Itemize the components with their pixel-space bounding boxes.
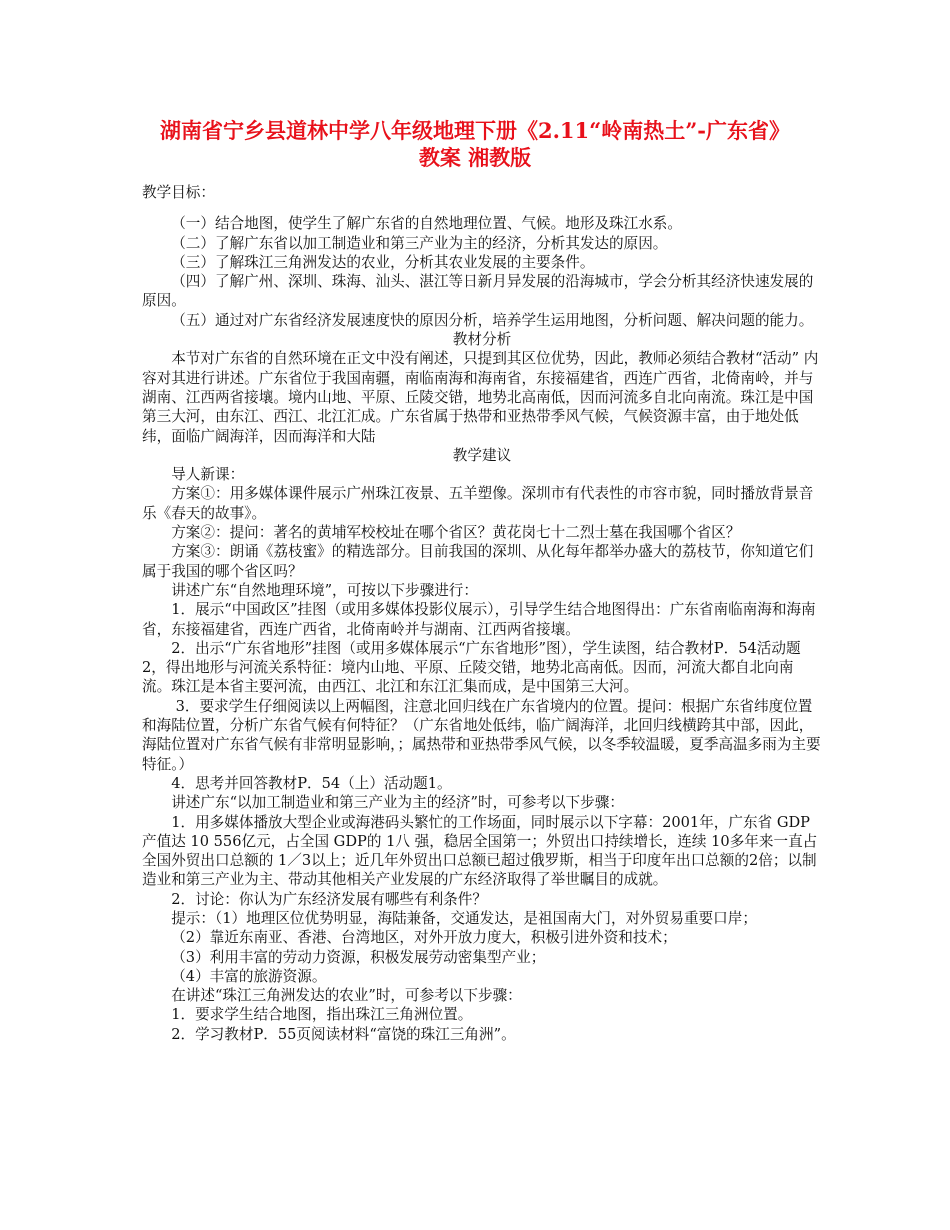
paragraph: 1．展示“中国政区”挂图（或用多媒体投影仪展示），引导学生结合地图得出：广东省南临南海和海南省，东接福建省，西连广西省，北倚南岭并与湖南、江西两省接壤。 bbox=[142, 601, 816, 638]
paragraph: 提示：（1）地理区位优势明显，海陆兼备，交通发达，是祖国南大门，对外贸易重要口岸； bbox=[171, 909, 757, 927]
paragraph: 2．学习教材P．55页阅读材料“富饶的珠江三角洲”。 bbox=[171, 1025, 516, 1043]
paragraph: 导人新课： bbox=[171, 466, 245, 484]
objective-item: （四）了解广州、深圳、珠海、汕头、湛江等日新月异发展的沿海城市，学会分析其经济快速发展的原因。 bbox=[142, 273, 814, 310]
analysis-paragraph: 本节对广东省的自然环境在正文中没有阐述，只提到其区位优势，因此，教师必须结合教材“活动” 内容对其进行讲述。广东省位于我国南疆，南临南海和海南省，东接福建省，西连广西省，北倚南岭，并与湖南、江西两省接壤。境内山地、平原、丘陵交错，地势北高南低，因而河流多自北向南流。珠江是中国第三大河，由东江、西江、北江汇成。广东省属于热带和亚热带季风气候，气候资源丰富，由于地处低纬，面临广阔海洋，因而海洋和大陆 bbox=[142, 350, 819, 445]
paragraph: 讲述广东“以加工制造业和第三产业为主的经济”时，可参考以下步骤： bbox=[171, 794, 624, 812]
paragraph: （2）靠近东南亚、香港、台湾地区，对外开放力度大，积极引进外资和技术； bbox=[171, 929, 677, 947]
paragraph: （3）利用丰富的劳动力资源，积极发展劳动密集型产业； bbox=[171, 948, 546, 966]
section-heading-suggestions: 教学建议 bbox=[452, 446, 512, 464]
paragraph: 4．思考并回答教材P．54（上）活动题1。 bbox=[171, 774, 452, 792]
document-title-line-2: 教案 湘教版 bbox=[418, 145, 532, 170]
objective-item: （一）结合地图，使学生了解广东省的自然地理位置、气候。地形及珠江水系。 bbox=[171, 215, 682, 233]
paragraph: 方案②：提问：著名的黄埔军校校址在哪个省区？黄花岗七十二烈士墓在我国哪个省区？ bbox=[171, 524, 741, 542]
objective-item: （五）通过对广东省经济发展速度快的原因分析，培养学生运用地图，分析问题、解决问题的能力。 bbox=[171, 311, 814, 329]
section-heading-analysis: 教材分析 bbox=[452, 331, 512, 349]
section-heading-objectives: 教学目标： bbox=[142, 184, 215, 201]
paragraph: 3．要求学生仔细阅读以上两幅图，注意北回归线在广东省境内的位置。提问：根据广东省纬度位置和海陆位置，分析广东省气候有何特征？（广东省地处低纬，临广阔海洋，北回归线横跨其中部，因此，海陆位置对广东省气候有非常明显影响，；属热带和亚热带季风气候，以冬季较温暖，夏季高温多雨为主要特征。） bbox=[142, 697, 821, 773]
document-title-line-1: 湖南省宁乡县道林中学八年级地理下册《2.11“岭南热土”-广东省》 bbox=[159, 118, 791, 143]
paragraph: （4）丰富的旅游资源。 bbox=[171, 967, 327, 985]
paragraph: 1．用多媒体播放大型企业或海港码头繁忙的工作场面，同时展示以下字幕：2001年，广东省 GDP产值达 10 556亿元，占全国 GDP的 1八 强，稳居全国第一；外贸出口持续增长，连续 10多年来一直占全国外贸出口总额的 1／3以上；近几年外贸出口总额已超过俄罗斯，相当于印度年出口总额的2倍；以制造业和第三产业为主、带动其他相关产业发展的广东经济取得了举世瞩目的成就。 bbox=[142, 813, 818, 889]
paragraph: 讲述广东“自然地理环境”，可按以下步骤进行： bbox=[171, 581, 478, 599]
objective-item: （三）了解珠江三角洲发达的农业，分析其农业发展的主要条件。 bbox=[171, 253, 595, 271]
document-body bbox=[142, 183, 822, 1044]
paragraph: 方案①：用多媒体课件展示广州珠江夜景、五羊塑像。深圳市有代表性的市容市貌，同时播放背景音乐《春天的故事》。 bbox=[142, 485, 814, 522]
paragraph: 在讲述“珠江三角洲发达的农业”时，可参考以下步骤： bbox=[171, 987, 522, 1005]
paragraph: 2．出示“广东省地形”挂图（或用多媒体展示“广东省地形”图），学生读图，结合教材P．54活动题2，得出地形与河流关系特征：境内山地、平原、丘陵交错，地势北高南低。因而，河流大都自北向南流。珠江是本省主要河流，由西江、北江和东江汇集而成，是中国第三大河。 bbox=[142, 639, 801, 696]
paragraph: 方案③：朗诵《荔枝蜜》的精选部分。目前我国的深圳、从化每年都举办盛大的荔枝节，你知道它们属于我国的哪个省区吗？ bbox=[142, 543, 814, 580]
objective-item: （二）了解广东省以加工制造业和第三产业为主的经济，分析其发达的原因。 bbox=[171, 234, 668, 252]
paragraph: 1．要求学生结合地图，指出珠江三角洲位置。 bbox=[171, 1006, 473, 1024]
paragraph: 2．讨论：你认为广东经济发展有哪些有利条件？ bbox=[171, 890, 487, 908]
